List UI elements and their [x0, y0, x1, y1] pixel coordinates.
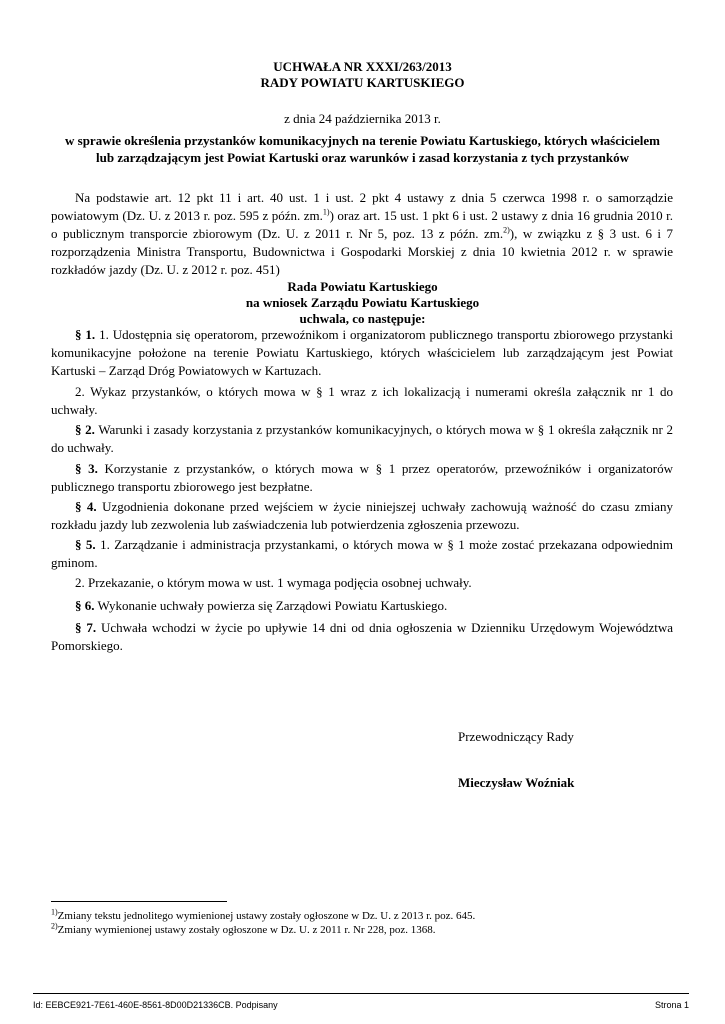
footnote-2	[51, 923, 691, 937]
footnote-divider	[51, 901, 227, 902]
section-4-text: Uzgodnienia dokonane przed wejściem w życie niniejszej uchwały zachowują ważność do czasu zmiany rozkładu jazdy lub zezwolenia lub zaświadczenia lub potwierdzenia zgłoszenia przewozu.	[51, 499, 673, 532]
section-6-paragraph	[51, 597, 673, 615]
section-4-paragraph	[51, 498, 673, 534]
section-2-paragraph	[51, 421, 673, 457]
section-6-text: Wykonanie uchwały powierza się Zarządowi Powiatu Kartuskiego.	[94, 598, 448, 613]
section-1-text: 1. Udostępnia się operatorom, przewoźnikom i organizatorom publicznego transportu zbiorowego przystanki komunikacyjne położone na terenie Powiatu Kartuskiego, których właścicielem lub zarządzającym jest Powiat Kartuski – Zarząd Dróg Powiatowych w Kartuzach.	[51, 327, 673, 378]
footer-divider	[33, 993, 689, 994]
document-id: Id: EEBCE921-7E61-460E-8561-8D00D21336CB. Podpisany	[33, 1000, 278, 1010]
section-1-paragraph-2: 2. Wykaz przystanków, o których mowa w § 1 wraz z ich lokalizacją i numerami określa załącznik nr 1 do uchwały.	[51, 384, 673, 417]
subject-line-2: lub zarządzającym jest Powiat Kartuski oraz warunków i zasad korzystania z tych przystanków	[96, 150, 629, 165]
enacting-line-3: uchwala, co następuje:	[299, 311, 426, 326]
section-3-label: § 3.	[75, 461, 98, 476]
page-number: Strona 1	[654, 1000, 689, 1010]
section-3-paragraph	[51, 460, 673, 496]
section-5-text: 1. Zarządzanie i administracja przystankami, o których mowa w § 1 może zostać przekazana odpowiednim gminom.	[51, 537, 674, 570]
signature-role: Przewodniczący Rady	[458, 729, 574, 744]
footnote-1	[51, 909, 691, 923]
section-2-text: Warunki i zasady korzystania z przystanków komunikacyjnych, o których mowa w § 1 określa załącznik nr 2 do uchwały.	[51, 422, 674, 455]
section-1-paragraph-1	[51, 326, 673, 380]
enacting-line-2: na wniosek Zarządu Powiatu Kartuskiego	[245, 295, 480, 310]
council-name-title: RADY POWIATU KARTUSKIEGO	[260, 75, 465, 90]
footnote-ref-1: 1)	[322, 207, 330, 217]
enacting-clause	[0, 279, 725, 327]
section-6-label: § 6.	[75, 598, 95, 613]
resolution-date: z dnia 24 października 2013 r.	[284, 111, 441, 126]
preamble-text-2: ) oraz art. 15 ust. 1 pkt 6 i ust. 2 ustawy z dnia 16 grudnia 2010 r. o publicznym transporcie zbiorowym (Dz. U. z 2011 r. Nr 5, poz. 13 z późn. zm.	[51, 208, 673, 241]
section-7-label: § 7.	[75, 620, 97, 635]
section-1-label: § 1.	[75, 327, 96, 342]
section-3-text: Korzystanie z przystanków, o których mowa w § 1 przez operatorów, przewoźników i organizatorów publicznego transportu zbiorowego jest bezpłatne.	[51, 461, 674, 494]
section-4-label: § 4.	[75, 499, 97, 514]
section-5-label: § 5.	[75, 537, 96, 552]
preamble-text-1: Na podstawie art. 12 pkt 11 i art. 40 ust. 1 i ust. 2 pkt 4 ustawy z dnia 5 czerwca 1998 r. o samorządzie powiatowym (Dz. U. z 2013 r. poz. 595 z późn. zm.	[51, 190, 673, 223]
footnote-2-text: Zmiany wymienionej ustawy zostały ogłoszone w Dz. U. z 2011 r. Nr 228, poz. 1368.	[57, 924, 436, 936]
section-7-text: Uchwała wchodzi w życie po upływie 14 dni od dnia ogłoszenia w Dzienniku Urzędowym Województwa Pomorskiego.	[51, 620, 674, 653]
subject-line-1: w sprawie określenia przystanków komunikacyjnych na terenie Powiatu Kartuskiego, których właścicielem	[65, 133, 660, 148]
enacting-line-1: Rada Powiatu Kartuskiego	[287, 279, 438, 294]
section-7-paragraph	[51, 619, 673, 655]
resolution-subject	[30, 132, 695, 166]
footnote-ref-2: 2)	[503, 225, 510, 235]
preamble-paragraph	[51, 189, 673, 279]
preamble-text-3: ), w związku z § 3 ust. 6 i 7 rozporządzenia Ministra Transportu, Budownictwa i Gospodarki Morskiej z dnia 10 kwietnia 2012 r. w sprawie rozkładów jazdy (Dz. U. z 2012 r. poz. 451)	[51, 226, 673, 277]
footnote-2-ref: 2)	[51, 921, 58, 931]
section-2-label: § 2.	[75, 422, 95, 437]
section-5-paragraph-2: 2. Przekazanie, o którym mowa w ust. 1 wymaga podjęcia osobnej uchwały.	[75, 575, 472, 590]
section-5-paragraph-1	[51, 536, 673, 572]
footnote-1-text: Zmiany tekstu jednolitego wymienionej ustawy zostały ogłoszone w Dz. U. z 2013 r. poz. 645.	[57, 910, 476, 922]
signature-name: Mieczysław Woźniak	[458, 775, 575, 790]
footnote-1-ref: 1)	[51, 907, 58, 917]
resolution-number: UCHWAŁA NR XXXI/263/2013	[273, 59, 452, 74]
